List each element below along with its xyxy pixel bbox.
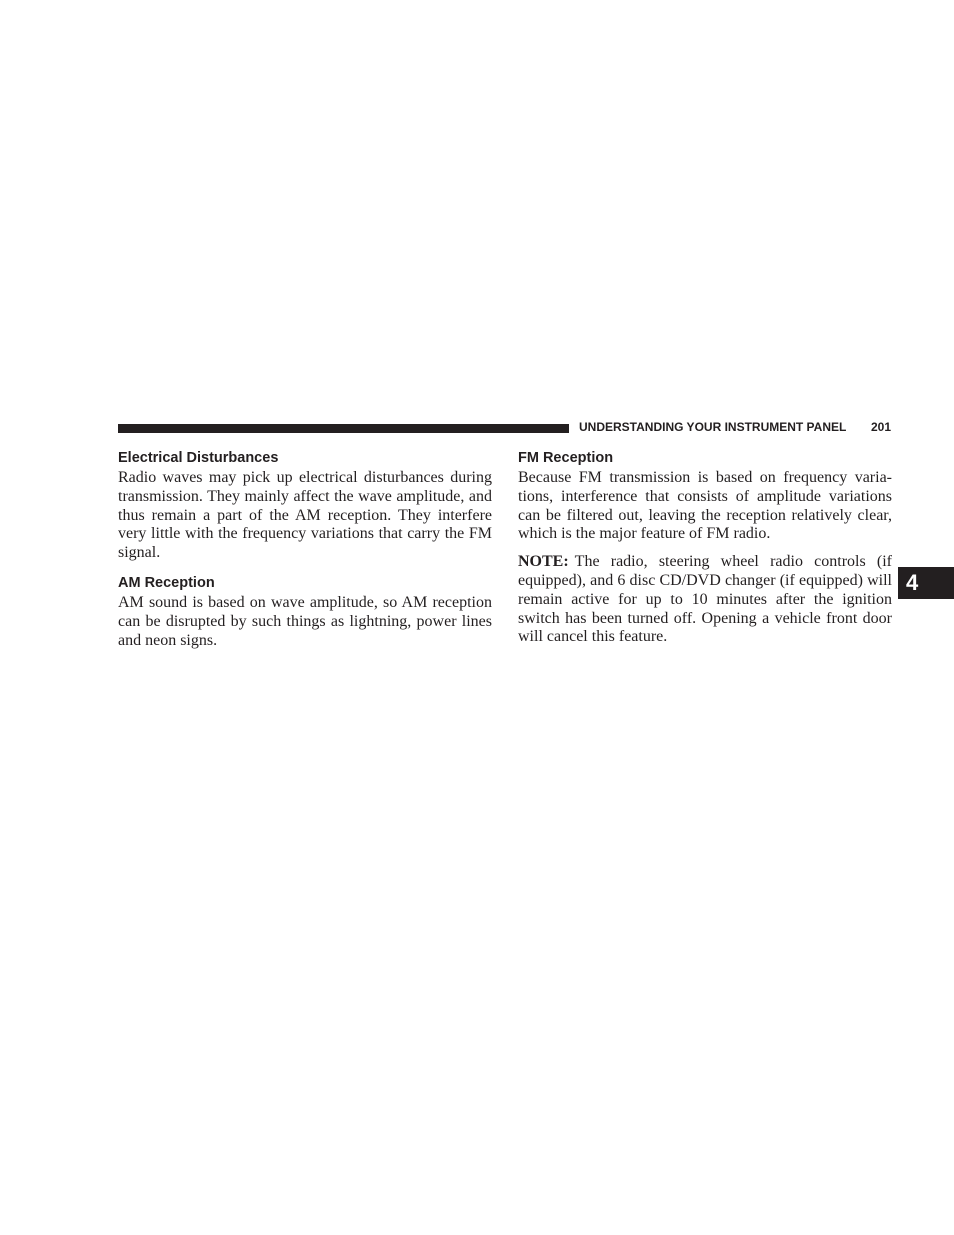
note-text: The radio, steering wheel radio controls (if equipped), and 6 disc CD/DVD changer (if equipped) will remain active for up to 10 minutes after the ignition switch has been turned off. Opening a vehicle front door will cancel this feature. xyxy=(518,553,892,646)
section-title: UNDERSTANDING YOUR INSTRUMENT PANEL xyxy=(579,420,847,434)
fm-reception-heading: FM Reception xyxy=(518,450,614,466)
am-reception-heading: AM Reception xyxy=(118,574,215,591)
fm-reception-paragraph: Because FM transmission is based on frequency varia-tions, interference that consists of amplitude variations can be filtered out, leaving the reception relatively clear, which is the major feature of FM radio. xyxy=(518,469,892,543)
am-reception-paragraph: AM sound is based on wave amplitude, so AM reception can be disrupted by such things as lightning, power lines and neon signs. xyxy=(118,593,492,649)
header-rule xyxy=(118,424,569,433)
left-column xyxy=(118,447,492,650)
note-label: NOTE: xyxy=(518,553,569,571)
page-number: 201 xyxy=(870,420,891,434)
chapter-tab xyxy=(898,567,954,599)
electrical-disturbances-heading: Electrical Disturbances xyxy=(118,450,279,466)
running-head xyxy=(579,419,891,436)
chapter-number: 4 xyxy=(906,570,919,595)
note-paragraph xyxy=(518,553,892,647)
electrical-disturbances-paragraph: Radio waves may pick up electrical disturbances during transmission. They mainly affect the wave amplitude, and thus remain a part of the AM reception. They interfere very little with the frequency variations that carry the FM signal. xyxy=(118,469,492,562)
right-column xyxy=(518,447,892,647)
